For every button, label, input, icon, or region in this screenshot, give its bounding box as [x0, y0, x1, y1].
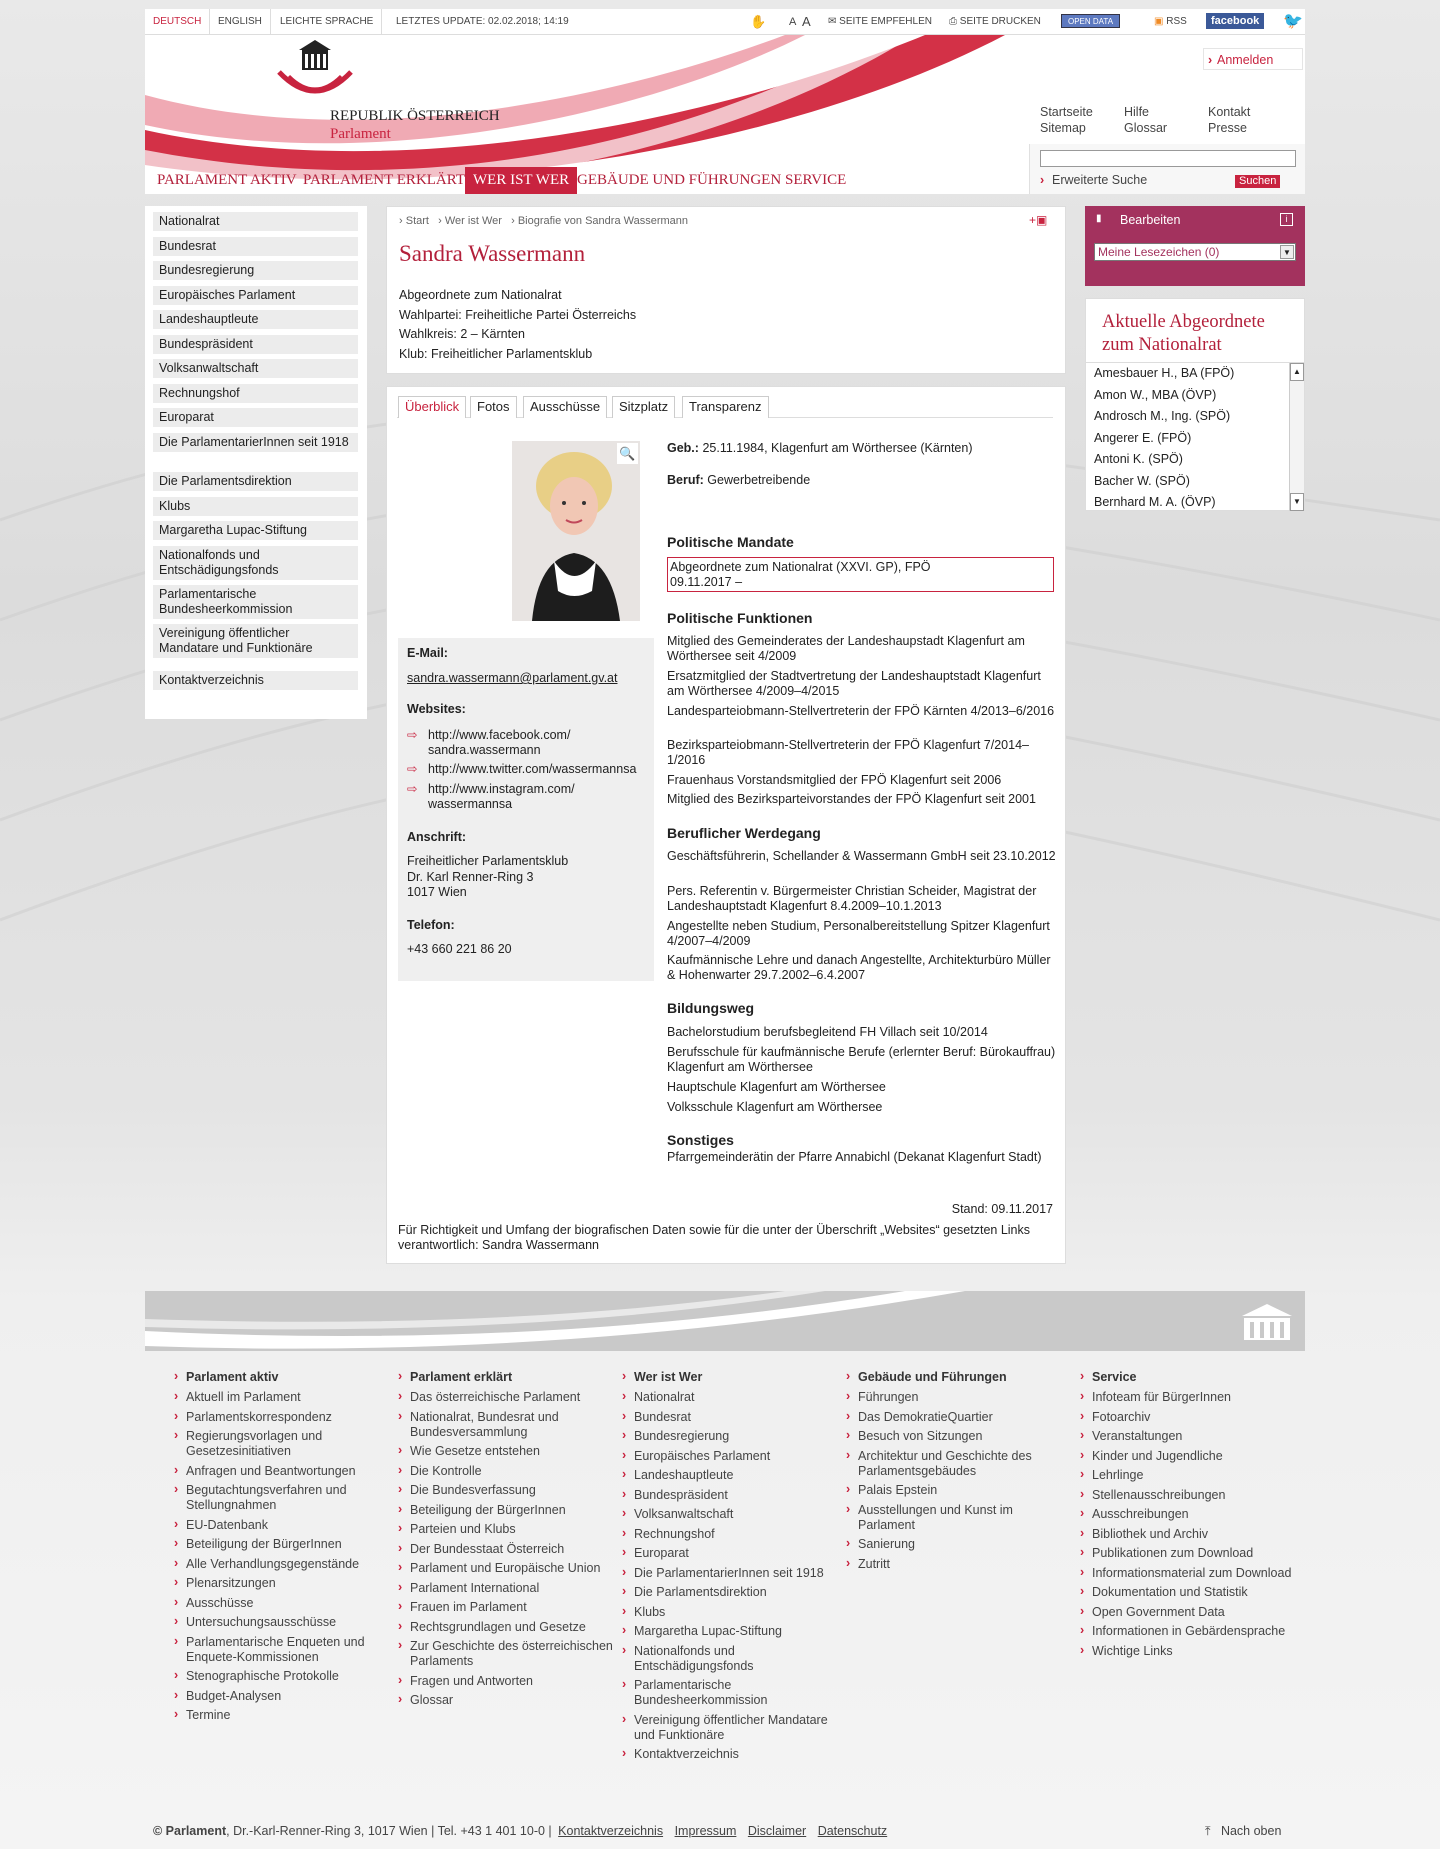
- footer-link[interactable]: › Kinder und Jugendliche: [1080, 1449, 1300, 1464]
- mail-icon: ✉: [828, 16, 840, 27]
- footer-col-wer-ist-wer: [622, 1370, 842, 1767]
- footer-link[interactable]: › Die ParlamentarierInnen seit 1918: [622, 1566, 842, 1581]
- footer-col-parlament-erklaert: [398, 1370, 618, 1713]
- footer-col-title[interactable]: › Parlament aktiv: [174, 1370, 394, 1384]
- footer-link[interactable]: › Lehrlinge: [1080, 1468, 1300, 1483]
- footer-link[interactable]: › Ausstellungen und Kunst im Parlament: [846, 1503, 1066, 1533]
- tab-transparenz[interactable]: Transparenz: [682, 396, 769, 418]
- stand-date: Stand: 09.11.2017: [951, 1202, 1053, 1216]
- link-glossar[interactable]: Glossar: [1124, 121, 1168, 135]
- nav-wer-ist-wer[interactable]: WER IST WER: [465, 167, 577, 194]
- footer-link[interactable]: › Klubs: [622, 1605, 842, 1620]
- profile-line: Wahlpartei: Freiheitliche Partei Österreichs: [399, 307, 637, 322]
- font-large-button[interactable]: A: [802, 14, 811, 29]
- list-item: Pers. Referentin v. Bürgermeister Christian Scheider, Magistrat der Landeshauptstadt Klagenfurt 8.4.2009–10.1.2013: [667, 884, 1037, 913]
- list-item: Hauptschule Klagenfurt am Wörthersee: [667, 1080, 886, 1094]
- last-update: LETZTES UPDATE: 02.02.2018; 14:19: [396, 16, 569, 27]
- portrait-photo[interactable]: [512, 441, 640, 621]
- bookmark-add-icon[interactable]: +▣: [1029, 213, 1048, 227]
- footer-link[interactable]: › Vereinigung öffentlicher Mandatare und Funktionäre: [622, 1713, 842, 1743]
- sidebar-item-klubs[interactable]: Klubs: [153, 497, 358, 516]
- sidebar-nav: [145, 206, 367, 719]
- recommend-link[interactable]: ✉ SEITE EMPFEHLEN: [828, 16, 932, 27]
- sidebar-item-volksanwaltschaft[interactable]: Volksanwaltschaft: [153, 359, 358, 378]
- footer-col-title[interactable]: › Wer ist Wer: [622, 1370, 842, 1384]
- footer-link[interactable]: › Ausschreibungen: [1080, 1507, 1300, 1522]
- list-item[interactable]: Antoni K. (SPÖ): [1094, 452, 1183, 466]
- footer-link[interactable]: › Nationalfonds und Entschädigungsfonds: [622, 1644, 842, 1674]
- footer-link[interactable]: › Fotoarchiv: [1080, 1410, 1300, 1425]
- footer-link[interactable]: › Aktuell im Parlament: [174, 1390, 394, 1405]
- profile-line: Wahlkreis: 2 – Kärnten: [399, 327, 525, 341]
- top-bar: [145, 9, 1305, 35]
- footer-link[interactable]: › Margaretha Lupac-Stiftung: [622, 1624, 842, 1639]
- footer-link[interactable]: › Bundesrat: [622, 1410, 842, 1425]
- external-link-icon: ⇨: [407, 728, 418, 742]
- websites-label: Websites:: [407, 702, 466, 716]
- education-title: Bildungsweg: [667, 1000, 755, 1016]
- footer-link[interactable]: › Parlamentarische Enqueten und Enquete-Kommissionen: [174, 1635, 394, 1665]
- footer-link[interactable]: › Infoteam für BürgerInnen: [1080, 1390, 1300, 1405]
- footer-link[interactable]: › Das DemokratieQuartier: [846, 1410, 1066, 1425]
- sidebar-item-bundespraesident[interactable]: Bundespräsident: [153, 335, 358, 354]
- footer-link[interactable]: › Zutritt: [846, 1557, 1066, 1572]
- birth-info: Geb.: 25.11.1984, Klagenfurt am Wörthersee (Kärnten): [667, 441, 973, 455]
- search-button[interactable]: Suchen: [1235, 175, 1280, 188]
- footer-link[interactable]: › Open Government Data: [1080, 1605, 1300, 1620]
- footer-link[interactable]: › Parlamentarische Bundesheerkommission: [622, 1678, 842, 1708]
- tab-ueberblick[interactable]: Überblick: [398, 396, 466, 418]
- copyright: © Parlament, Dr.-Karl-Renner-Ring 3, 1017 Wien | Tel. +43 1 401 10-0 | Kontaktverzeichnis Impressum Disclaimer Datenschutz: [153, 1824, 888, 1838]
- profile-header-panel: [386, 206, 1066, 374]
- zoom-icon[interactable]: 🔍: [617, 443, 638, 464]
- rss-icon: ▣: [1154, 16, 1167, 27]
- footer-link[interactable]: › Kontaktverzeichnis: [622, 1747, 842, 1762]
- external-link-icon: ⇨: [407, 762, 418, 776]
- footer-link[interactable]: › Landeshauptleute: [622, 1468, 842, 1483]
- footer-link[interactable]: › Der Bundesstaat Österreich: [398, 1542, 618, 1557]
- footer-col-parlament-aktiv: [174, 1370, 394, 1728]
- footer-link[interactable]: › Publikationen zum Download: [1080, 1546, 1300, 1561]
- address-line: Dr. Karl Renner-Ring 3: [407, 869, 534, 884]
- website-link-twitter[interactable]: ⇨ http://www.twitter.com/wassermannsa: [407, 762, 637, 776]
- tab-ausschuesse[interactable]: Ausschüsse: [523, 396, 607, 418]
- sidebar-item-nationalfonds[interactable]: Nationalfonds und Entschädigungsfonds: [153, 546, 358, 580]
- footer-link[interactable]: › Rechtsgrundlagen und Gesetze: [398, 1620, 618, 1635]
- footer-link[interactable]: › Anfragen und Beantwortungen: [174, 1464, 394, 1479]
- footer-link[interactable]: › Wie Gesetze entstehen: [398, 1444, 618, 1459]
- printer-icon: ⎙: [949, 16, 960, 27]
- footer-link[interactable]: › EU-Datenbank: [174, 1518, 394, 1533]
- email-label: E-Mail:: [407, 646, 448, 660]
- logo-line-1: REPUBLIK ÖSTERREICH: [330, 108, 500, 124]
- list-item: Pfarrgemeinderätin der Pfarre Annabichl (Dekanat Klagenfurt Stadt): [667, 1150, 1042, 1164]
- footer-link[interactable]: › Untersuchungsausschüsse: [174, 1615, 394, 1630]
- footer-link[interactable]: › Plenarsitzungen: [174, 1576, 394, 1591]
- footer-col-title[interactable]: › Parlament erklärt: [398, 1370, 618, 1384]
- sidebar-item-vereinigung[interactable]: Vereinigung öffentlicher Mandatare und Funktionäre: [153, 624, 358, 658]
- footer-link[interactable]: › Informationen in Gebärdensprache: [1080, 1624, 1300, 1639]
- list-item: Mitglied des Gemeinderates der Landeshaupstadt Klagenfurt am Wörthersee seit 4/2009: [667, 634, 1025, 663]
- footer-link[interactable]: › Parlament International: [398, 1581, 618, 1596]
- chevron-right-icon: ›: [1040, 173, 1045, 187]
- list-item[interactable]: Angerer E. (FPÖ): [1094, 430, 1192, 445]
- search-input[interactable]: [1040, 150, 1296, 167]
- footer-link[interactable]: › Parteien und Klubs: [398, 1522, 618, 1537]
- footer-link[interactable]: › Führungen: [846, 1390, 1066, 1405]
- career-title: Beruflicher Werdegang: [667, 825, 821, 841]
- email-link[interactable]: sandra.wassermann@parlament.gv.at: [407, 671, 618, 685]
- members-panel: [1085, 298, 1305, 511]
- footer-link[interactable]: › Beteiligung der BürgerInnen: [398, 1503, 618, 1518]
- scroll-down-icon[interactable]: ▼: [1290, 493, 1304, 511]
- footer-link[interactable]: › Sanierung: [846, 1537, 1066, 1552]
- disclaimer-text: Für Richtigkeit und Umfang der biografischen Daten sowie für die unter der Überschrift „Websites“ gesetzten Links verantwortlich: Sandra Wassermann: [398, 1223, 1031, 1252]
- link-presse[interactable]: Presse: [1208, 121, 1247, 135]
- list-item: Landesparteiobmann-Stellvertreterin der FPÖ Kärnten 4/2013–6/2016: [667, 704, 1055, 718]
- profile-summary: [399, 286, 636, 364]
- footer-link[interactable]: › Nationalrat: [622, 1390, 842, 1405]
- list-item[interactable]: Amesbauer H., BA (FPÖ): [1094, 366, 1235, 380]
- tab-sitzplatz[interactable]: Sitzplatz: [612, 396, 675, 418]
- footer-link[interactable]: › Das österreichische Parlament: [398, 1390, 618, 1405]
- sidebar-item-bundesheerkommission[interactable]: Parlamentarische Bundesheerkommission: [153, 585, 358, 619]
- list-item[interactable]: Amon W., MBA (ÖVP): [1094, 387, 1217, 402]
- list-item: Volksschule Klagenfurt am Wörthersee: [667, 1100, 883, 1114]
- font-small-button[interactable]: A: [789, 16, 797, 28]
- list-item: Bezirksparteiobmann-Stellvertreterin der FPÖ Klagenfurt 7/2014–1/2016: [667, 738, 1029, 767]
- link-impressum[interactable]: Impressum: [674, 1824, 737, 1838]
- list-item: Frauenhaus Vorstandsmitglied der FPÖ Klagenfurt seit 2006: [667, 773, 1002, 787]
- sidebar-item-bundesrat[interactable]: Bundesrat: [153, 237, 358, 256]
- page-title: Sandra Wassermann: [399, 241, 586, 266]
- profile-line: Abgeordnete zum Nationalrat: [399, 288, 562, 302]
- nav-parlament-erklaert[interactable]: PARLAMENT ERKLÄRT: [303, 172, 466, 188]
- breadcrumb-current: › Biografie von Sandra Wassermann: [511, 215, 689, 227]
- address: [407, 854, 568, 901]
- lang-deutsch[interactable]: DEUTSCH: [145, 9, 210, 35]
- nav-service[interactable]: SERVICE: [785, 172, 847, 188]
- address-line: Freiheitlicher Parlamentsklub: [407, 854, 569, 868]
- chevron-down-icon: ▼: [1280, 245, 1294, 259]
- footer-link[interactable]: › Informationsmaterial zum Download: [1080, 1566, 1300, 1581]
- twitter-icon[interactable]: 🐦: [1283, 13, 1303, 30]
- breadcrumb-start[interactable]: › Start: [399, 215, 429, 227]
- list-item: Kaufmännische Lehre und danach Angestellte, Architekturbüro Müller & Hohenwarter 29.7.2002–6.4.2007: [667, 953, 1051, 982]
- members-list: [1094, 363, 1284, 511]
- open-data-badge[interactable]: OPEN DATA: [1061, 14, 1120, 28]
- arrow-up-icon: ⤒: [1205, 1824, 1211, 1838]
- link-startseite[interactable]: Startseite: [1040, 105, 1093, 119]
- footer-link[interactable]: › Europarat: [622, 1546, 842, 1561]
- list-item[interactable]: Bacher W. (SPÖ): [1094, 473, 1190, 488]
- footer-link[interactable]: › Die Bundesverfassung: [398, 1483, 618, 1498]
- profile-line: Klub: Freiheitlicher Parlamentsklub: [399, 346, 593, 361]
- footer-link[interactable]: › Palais Epstein: [846, 1483, 1066, 1498]
- footer-link[interactable]: › Stellenausschreibungen: [1080, 1488, 1300, 1503]
- breadcrumb-wer-ist-wer[interactable]: › Wer ist Wer: [438, 215, 502, 227]
- footer-link[interactable]: › Parlamentskorrespondenz: [174, 1410, 394, 1425]
- footer-link[interactable]: › Ausschüsse: [174, 1596, 394, 1611]
- link-datenschutz[interactable]: Datenschutz: [817, 1824, 888, 1838]
- footer-parliament-icon: [1238, 1300, 1296, 1344]
- footer-link[interactable]: › Europäisches Parlament: [622, 1449, 842, 1464]
- functions-title: Politische Funktionen: [667, 610, 813, 626]
- members-title: Aktuelle Abgeordnete zum Nationalrat: [1102, 312, 1265, 355]
- footer-link[interactable]: › Bundesregierung: [622, 1429, 842, 1444]
- list-item: Angestellte neben Studium, Personalbereitstellung Spitzer Klagenfurt 4/2007–4/2009: [667, 919, 1050, 948]
- members-scrollbar[interactable]: [1289, 363, 1304, 511]
- contact-box: [398, 638, 654, 981]
- lang-leichte-sprache[interactable]: LEICHTE SPRACHE: [272, 9, 382, 35]
- advanced-search-link[interactable]: › Erweiterte Suche: [1040, 173, 1148, 187]
- mandate-box: [667, 557, 1054, 592]
- external-link-icon: ⇨: [407, 782, 418, 796]
- sidebar-item-lupac-stiftung[interactable]: Margaretha Lupac-Stiftung: [153, 521, 358, 540]
- breadcrumb: [399, 215, 688, 227]
- website-link-instagram[interactable]: ⇨ http://www.instagram.com/ wassermannsa: [407, 782, 575, 811]
- footer-link[interactable]: › Frauen im Parlament: [398, 1600, 618, 1615]
- sidebar-item-parlamentarierinnen[interactable]: Die ParlamentarierInnen seit 1918: [153, 433, 358, 452]
- list-item: Ersatzmitglied der Stadtvertretung der Landeshauptstadt Klagenfurt am Wörthersee 4/2009–4/2015: [667, 669, 1041, 698]
- sidebar-item-bundesregierung[interactable]: Bundesregierung: [153, 261, 358, 280]
- list-item: Berufsschule für kaufmännische Berufe (erlernter Beruf: Bürokauffrau) Klagenfurt am Wörthersee: [667, 1045, 1056, 1074]
- nav-parlament-aktiv[interactable]: PARLAMENT AKTIV: [157, 172, 297, 188]
- mandate-line: Abgeordnete zum Nationalrat (XXVI. GP), FPÖ: [670, 560, 931, 574]
- tab-fotos[interactable]: Fotos: [470, 396, 517, 418]
- sign-language-icon[interactable]: ✋: [750, 14, 767, 29]
- footer-link[interactable]: › Veranstaltungen: [1080, 1429, 1300, 1444]
- job-info: Beruf: Gewerbetreibende: [667, 473, 811, 487]
- address-line: 1017 Wien: [407, 885, 467, 899]
- search-box: [1029, 144, 1305, 194]
- footer-col-title[interactable]: › Gebäude und Führungen: [846, 1370, 1066, 1384]
- scroll-up-icon[interactable]: ▲: [1290, 363, 1304, 381]
- footer-link[interactable]: › Termine: [174, 1708, 394, 1723]
- footer-col-title[interactable]: › Service: [1080, 1370, 1300, 1384]
- footer-banner: [145, 1291, 1305, 1351]
- link-disclaimer[interactable]: Disclaimer: [747, 1824, 807, 1838]
- print-link[interactable]: ⎙ SEITE DRUCKEN: [949, 16, 1041, 27]
- other-title: Sonstiges: [667, 1132, 734, 1148]
- footer-link[interactable]: › Bibliothek und Archiv: [1080, 1527, 1300, 1542]
- link-kontakt[interactable]: Kontakt: [1208, 105, 1251, 119]
- footer-link[interactable]: › Rechnungshof: [622, 1527, 842, 1542]
- list-item[interactable]: Androsch M., Ing. (SPÖ): [1094, 409, 1231, 423]
- footer-link[interactable]: › Regierungsvorlagen und Gesetzesinitiativen: [174, 1429, 394, 1459]
- footer-col-gebaeude: [846, 1370, 1066, 1576]
- bookmark-icon: ▮: [1096, 213, 1102, 224]
- footer-link[interactable]: › Wichtige Links: [1080, 1644, 1300, 1659]
- footer-link[interactable]: › Volksanwaltschaft: [622, 1507, 842, 1522]
- footer-link[interactable]: › Stenographische Protokolle: [174, 1669, 394, 1684]
- footer-link[interactable]: › Beteiligung der BürgerInnen: [174, 1537, 394, 1552]
- footer-link[interactable]: › Architektur und Geschichte des Parlamentsgebäudes: [846, 1449, 1066, 1479]
- chevron-right-icon: ›: [1208, 53, 1213, 67]
- phone-number: +43 660 221 86 20: [407, 942, 512, 956]
- sidebar-item-parlamentsdirektion[interactable]: Die Parlamentsdirektion: [153, 472, 358, 491]
- website-link-facebook[interactable]: ⇨ http://www.facebook.com/ sandra.wassermann: [407, 728, 571, 757]
- sidebar-item-rechnungshof[interactable]: Rechnungshof: [153, 384, 358, 403]
- footer-link[interactable]: › Zur Geschichte des österreichischen Parlaments: [398, 1639, 618, 1669]
- footer-link[interactable]: › Bundespräsident: [622, 1488, 842, 1503]
- footer-link[interactable]: › Alle Verhandlungsgegenstände: [174, 1557, 394, 1572]
- sidebar-item-europarat[interactable]: Europarat: [153, 408, 358, 427]
- footer-link[interactable]: › Die Parlamentsdirektion: [622, 1585, 842, 1600]
- link-sitemap[interactable]: Sitemap: [1040, 121, 1086, 135]
- link-hilfe[interactable]: Hilfe: [1124, 105, 1150, 119]
- edit-title: Bearbeiten: [1120, 213, 1181, 227]
- bookmarks-select[interactable]: Meine Lesezeichen (0) ▼: [1094, 243, 1296, 261]
- phone-label: Telefon:: [407, 918, 455, 932]
- footer-col-service: [1080, 1370, 1300, 1663]
- info-icon[interactable]: i: [1280, 213, 1293, 226]
- nav-gebaeude-fuehrungen[interactable]: GEBÄUDE UND FÜHRUNGEN: [577, 172, 782, 188]
- lang-english[interactable]: ENGLISH: [210, 9, 271, 35]
- sidebar-item-kontaktverzeichnis[interactable]: Kontaktverzeichnis: [153, 671, 358, 690]
- list-item: Bachelorstudium berufsbegleitend FH Villach seit 10/2014: [667, 1025, 988, 1039]
- edit-panel: [1085, 206, 1305, 286]
- login-button[interactable]: › Anmelden: [1203, 48, 1303, 70]
- parliament-logo-icon: [275, 38, 355, 98]
- footer-link[interactable]: › Parlament und Europäische Union: [398, 1561, 618, 1576]
- footer-link[interactable]: › Nationalrat, Bundesrat und Bundesversammlung: [398, 1410, 618, 1440]
- mandates-title: Politische Mandate: [667, 534, 794, 550]
- address-label: Anschrift:: [407, 830, 467, 844]
- sidebar-item-landeshauptleute[interactable]: Landeshauptleute: [153, 310, 358, 329]
- footer-link[interactable]: › Die Kontrolle: [398, 1464, 618, 1479]
- footer-link[interactable]: › Budget-Analysen: [174, 1689, 394, 1704]
- list-item[interactable]: Bernhard M. A. (ÖVP): [1094, 495, 1216, 509]
- footer-link[interactable]: › Besuch von Sitzungen: [846, 1429, 1066, 1444]
- sidebar-item-nationalrat[interactable]: Nationalrat: [153, 212, 358, 231]
- footer-link[interactable]: › Glossar: [398, 1693, 618, 1708]
- link-kontaktverzeichnis[interactable]: Kontaktverzeichnis: [558, 1824, 664, 1838]
- list-item: Mitglied des Bezirksparteivorstandes der FPÖ Klagenfurt seit 2001: [667, 792, 1036, 806]
- main-nav: [145, 167, 1025, 194]
- footer-link[interactable]: › Dokumentation und Statistik: [1080, 1585, 1300, 1600]
- sidebar-item-europaeisches-parlament[interactable]: Europäisches Parlament: [153, 286, 358, 305]
- back-to-top-link[interactable]: ⤒ Nach oben: [1205, 1824, 1282, 1838]
- footer-link[interactable]: › Fragen und Antworten: [398, 1674, 618, 1689]
- rss-link[interactable]: ▣ RSS: [1154, 16, 1187, 27]
- logo-line-2: Parlament: [330, 126, 391, 142]
- footer-link[interactable]: › Begutachtungsverfahren und Stellungnahmen: [174, 1483, 394, 1513]
- list-item: Geschäftsführerin, Schellander & Wassermann GmbH seit 23.10.2012: [667, 849, 1056, 863]
- mandate-line: 09.11.2017 –: [670, 575, 743, 589]
- facebook-button[interactable]: facebook: [1206, 13, 1264, 29]
